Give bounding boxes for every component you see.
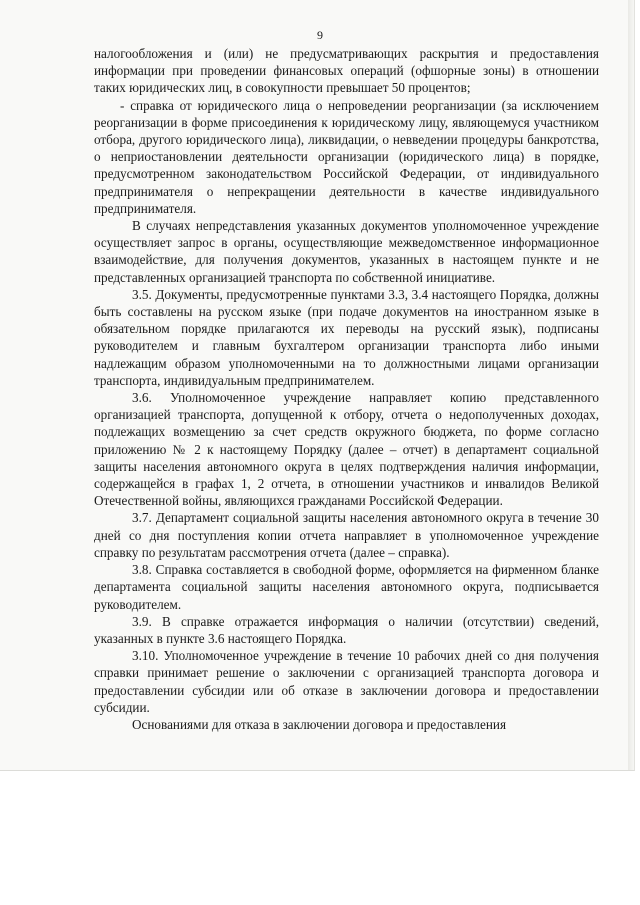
paragraph-3-8: 3.8. Справка составляется в свободной форме, оформляется на фирменном бланке департамента социальной защиты населения автономного округа, подписывается руководителем. [94,562,599,612]
paragraph-3-5: 3.5. Документы, предусмотренные пунктами 3.3, 3.4 настоящего Порядка, должны быть составлены на русском языке (при подаче документов на иностранном языке в обязательном порядке прилагаются их переводы на русский язык), подписаны руководителем и главным бухгалтером организации транспорта либо иными надлежащим образом уполномоченными на то должностными лицами организации транспорта, индивидуальным предпринимателем. [94,286,599,388]
document-body [94,45,599,733]
paragraph-3-7: 3.7. Департамент социальной защиты населения автономного округа в течение 30 дней со дня поступления копии отчета направляет в уполномоченное учреждение справку по результатам рассмотрения отчета (далее – справка). [94,510,599,560]
paragraph-3-6: 3.6. Уполномоченное учреждение направляет копию представленного организацией транспорта, допущенной к отбору, отчета о недополученных доходах, подлежащих возмещению за счет средств окружного бюджета, по форме согласно приложению № 2 к настоящему Порядку (далее – отчет) в департамент социальной защиты населения автономного округа в целях подтверждения наличия информации, содержащейся в графах 1, 2 отчета, в отношении участников и инвалидов Великой Отечественной войны, являющихся гражданами Российской Федерации. [94,390,599,509]
paragraph-offshore-continuation: налогообложения и (или) не предусматривающих раскрытия и предоставления информации при проведении финансовых операций (офшорные зоны) в отношении таких юридических лиц, в совокупности превышает 50 процентов; [94,46,599,96]
paragraph-refusal-grounds: Основаниями для отказа в заключении договора и предоставления [132,716,507,732]
paragraph-reorganization-certificate: - справка от юридического лица о непроведении реорганизации (за исключением реорганизации в форме присоединения к юридическому лицу, являющемуся участником отбора, другого юридического лица), ликвидации, о невведении процедуры банкротства, о неприостановлении деятельности организации (юридического лица) в порядке, предусмотренном законодательством Российской Федерации, от индивидуального предпринимателя о непрекращении деятельности в качестве индивидуального предпринимателя. [94,97,599,216]
page-edge-shadow [628,0,634,770]
paragraph-3-10: 3.10. Уполномоченное учреждение в течение 10 рабочих дней со дня получения справки принимает решение о заключении с организацией транспорта договора и предоставлении субсидии или об отказе в заключении договора и предоставлении субсидии. [94,648,599,715]
page-number: 9 [317,28,323,42]
paragraph-3-9: 3.9. В справке отражается информация о наличии (отсутствии) сведений, указанных в пункте 3.6 настоящего Порядка. [94,613,599,646]
paragraph-interagency-request: В случаях непредставления указанных документов уполномоченное учреждение осуществляет запрос в органы, осуществляющие межведомственное информационное взаимодействие, для получения документов, указанных в настоящем пункте и не представленных организацией транспорта по собственной инициативе. [94,218,599,285]
